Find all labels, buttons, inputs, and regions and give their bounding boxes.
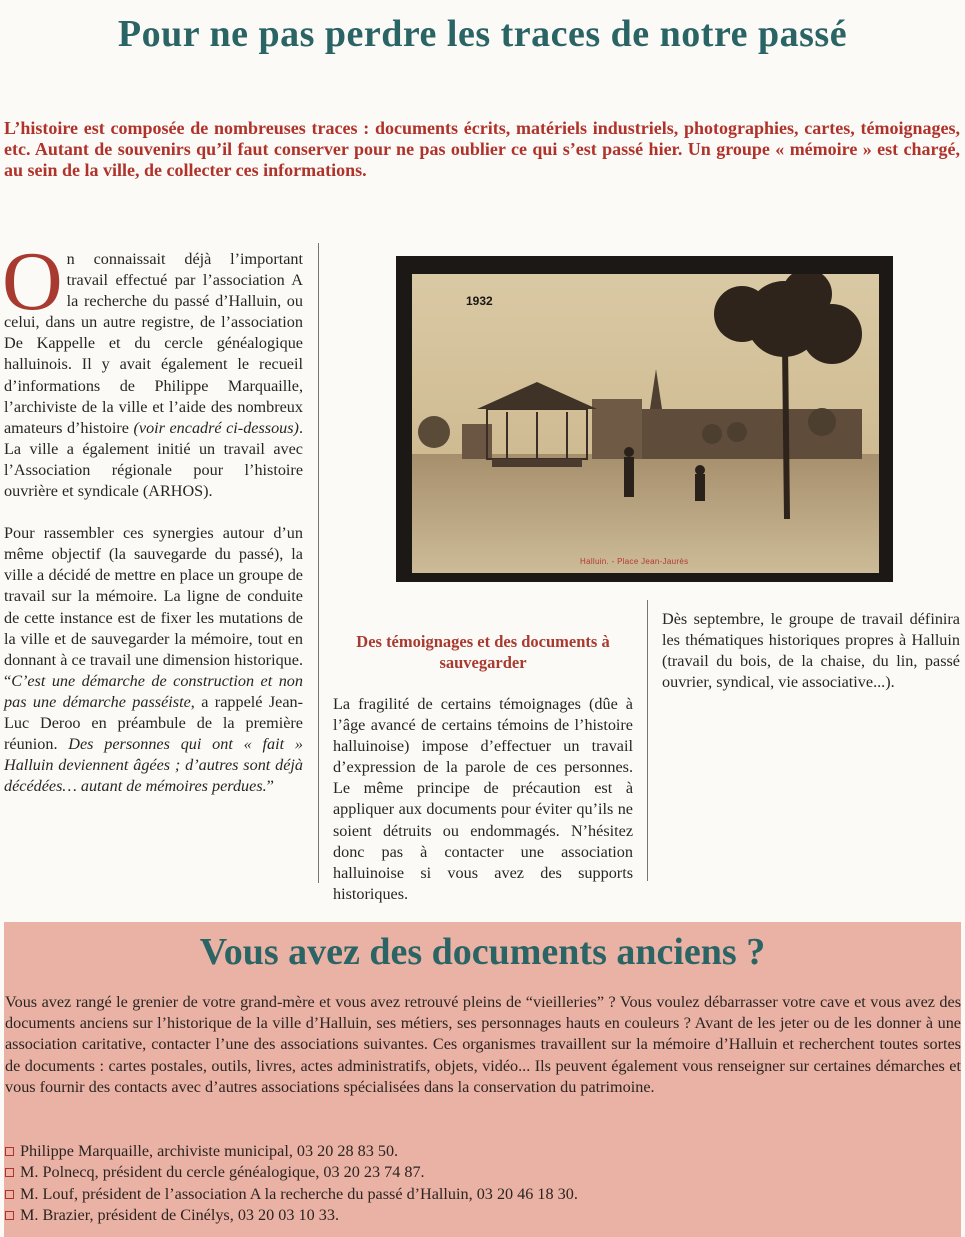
square-bullet-icon <box>5 1211 14 1220</box>
contacts-list <box>5 1141 578 1227</box>
column-rule <box>318 243 319 883</box>
contact-item <box>5 1184 578 1205</box>
italic-quote: Des personnes qui ont « fait » Halluin deviennent âgées ; d’autres sont déjà décédées… autant de mémoires perdues. <box>4 735 303 796</box>
article-column-2 <box>333 609 633 905</box>
contact-item <box>5 1162 578 1183</box>
article-paragraph: Dès septembre, le groupe de travail définira les thématiques historiques propres à Halluin (travail du bois, de la chaise, du lin, passé ouvrier, syndical, vie associative...). <box>662 610 960 692</box>
box-title: Vous avez des documents anciens ? <box>199 931 766 973</box>
text-run: n connaissait déjà l’important travail effectué par l’association A la recherche du passé d’Halluin, ou celui, dans un autre registre, de l’association De Kappelle et du cercle généalogique halluinois. Il y avait également le recueil d’informations de Philippe Marquaille, l’archiviste de la ville et l’aide des nombreux amateurs d’histoire <box>4 250 303 437</box>
contact-item <box>5 1205 578 1226</box>
article-paragraph <box>2 235 303 502</box>
drop-cap: O <box>2 235 63 328</box>
historic-photo <box>412 274 879 573</box>
sidebar-box <box>4 922 961 1237</box>
text-run: , a rappelé Jean-Luc Deroo en préambule de la première réunion. <box>4 692 303 754</box>
contact-text: Philippe Marquaille, archiviste municipal, 03 20 28 83 50. <box>20 1142 399 1160</box>
column-rule <box>647 600 648 881</box>
photo-year-label: 1932 <box>466 294 493 308</box>
square-bullet-icon <box>5 1147 14 1156</box>
box-text: Vous avez rangé le grenier de votre grand-mère et vous avez retrouvé pleins de “vieilleries” ? Vous voulez débarrasser votre cave et vous avez des documents anciens sur l’historique de la ville d’Halluin, ses métiers, ses personnages hauts en couleurs ? Avant de les jeter ou de les donner à une association caritative, contacter l’une des associations suivantes. Ces organismes travaillent sur la mémoire d’Halluin et recherchent toutes sortes de documents : cartes postales, outils, livres, actes administratifs, objets, vidéo... Ils peuvent également vous renseigner sur certaines démarches et vous fournir des contacts avec d’autres associations spécialisées dans la conservation du patrimoine. <box>5 993 961 1096</box>
contact-text: M. Brazier, président de Cinélys, 03 20 03 10 33. <box>20 1206 339 1225</box>
contact-text: M. Louf, président de l’association A la recherche du passé d’Halluin, 03 20 46 18 30. <box>20 1184 578 1203</box>
page-title: Pour ne pas perdre les traces de notre passé <box>117 13 848 55</box>
photo-illustration <box>412 274 879 573</box>
contact-item <box>5 1141 578 1162</box>
article-column-1 <box>2 235 303 797</box>
square-bullet-icon <box>5 1168 14 1177</box>
text-run: ” <box>266 777 274 796</box>
text-run: Pour rassembler ces synergies autour d’un même objectif (la sauvegarde du passé), la ville a décidé de mettre en place un groupe de travail sur la mémoire. La ligne de conduite de cette instance est de fixer les mutations de la ville et de sauvegarder la mémoire, tout en donnant à ce travail une dimension historique. “ <box>4 524 303 690</box>
section-subhead: Des témoignages et des documents à sauvegarder <box>356 632 610 672</box>
article-paragraph <box>4 523 303 797</box>
intro-lead: L’histoire est composée de nombreuses traces : documents écrits, matériels industriels, photographies, cartes, témoignages, etc. Autant de souvenirs qu’il faut conserver pour ne pas oublier ce qui s’est passé hier. Un groupe « mémoire » est chargé, au sein de la ville, de collecter ces informations. <box>4 118 960 180</box>
italic-quote: C’est une démarche de construction et non pas une démarche passéiste <box>4 671 303 711</box>
photo-frame <box>396 256 893 582</box>
article-paragraph: La fragilité de certains témoignages (dûe à l’âge avancé de certains témoins de l’histoire halluinoise) impose d’effectuer un travail d’expression de la parole de ces personnes. Le même principe de précaution est à appliquer aux documents pour éviter qu’ils ne soient détruits ou endommagés. N’hésitez donc pas à contacter une association halluinoise si vous avez des supports historiques. <box>333 695 633 903</box>
square-bullet-icon <box>5 1190 14 1199</box>
article-column-3 <box>662 609 960 693</box>
italic-text: (voir encadré ci-dessous) <box>133 418 299 437</box>
text-run: . La ville a également initié un travail avec l’Association régionale pour l’histoire ouvrière et syndicale (ARHOS). <box>4 418 303 501</box>
contact-text: M. Polnecq, président du cercle généalogique, 03 20 23 74 87. <box>20 1163 425 1182</box>
photo-caption: Halluin. - Place Jean-Jaurès <box>580 557 689 566</box>
